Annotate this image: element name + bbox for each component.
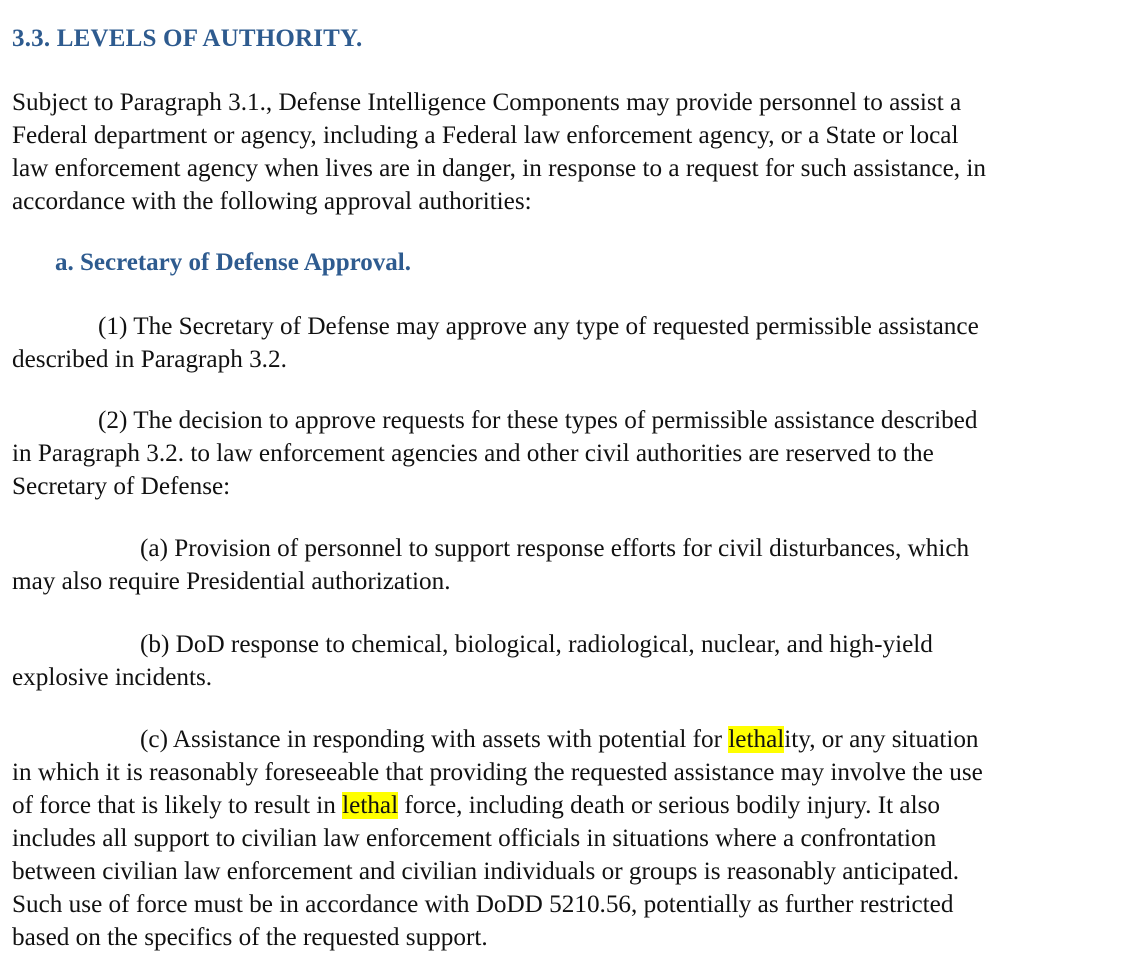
text-segment: ity, or any situation: [784, 726, 979, 753]
text-line: may also require Presidential authorization.: [12, 568, 451, 595]
intro-paragraph: [12, 86, 1124, 218]
item-b-paragraph: [12, 628, 1124, 694]
text-line: described in Paragraph 3.2.: [12, 346, 287, 373]
text-line: Federal department or agency, including a Federal law enforcement agency, or a State or local: [12, 122, 959, 149]
text-segment: (c) Assistance in responding with assets with potential for: [140, 726, 729, 753]
text-line: (2) The decision to approve requests for these types of permissible assistance described: [98, 407, 978, 434]
text-line: [12, 723, 1124, 756]
item-2-paragraph: [12, 404, 1124, 503]
text-line: [12, 789, 1124, 822]
section-heading: 3.3. LEVELS OF AUTHORITY.: [12, 25, 363, 52]
text-line: based on the specifics of the requested support.: [12, 924, 488, 951]
search-highlight: lethal: [728, 726, 785, 753]
text-line: between civilian law enforcement and civilian individuals or groups is reasonably anticipated.: [12, 858, 960, 885]
text-line: includes all support to civilian law enforcement officials in situations where a confrontation: [12, 825, 937, 852]
text-line: in which it is reasonably foreseeable that providing the requested assistance may involve the use: [12, 759, 983, 786]
text-line: explosive incidents.: [12, 664, 213, 691]
text-line: law enforcement agency when lives are in danger, in response to a request for such assistance, in: [12, 155, 986, 182]
item-1-paragraph: [12, 310, 1124, 376]
text-segment: force, including death or serious bodily injury. It also: [398, 792, 940, 819]
text-line: in Paragraph 3.2. to law enforcement agencies and other civil authorities are reserved to the: [12, 440, 934, 467]
subsection-heading: a. Secretary of Defense Approval.: [55, 249, 411, 276]
text-segment: of force that is likely to result in: [12, 792, 343, 819]
text-line: (b) DoD response to chemical, biological, radiological, nuclear, and high-yield: [140, 631, 933, 658]
item-a-paragraph: [12, 532, 1124, 598]
text-line: Subject to Paragraph 3.1., Defense Intelligence Components may provide personnel to assist a: [12, 89, 962, 116]
item-c-paragraph: [12, 723, 1124, 954]
text-line: (a) Provision of personnel to support response efforts for civil disturbances, which: [140, 535, 970, 562]
text-line: Secretary of Defense:: [12, 473, 231, 500]
text-line: accordance with the following approval authorities:: [12, 188, 532, 215]
text-line: Such use of force must be in accordance with DoDD 5210.56, potentially as further restricted: [12, 891, 954, 918]
text-line: (1) The Secretary of Defense may approve any type of requested permissible assistance: [98, 313, 979, 340]
search-highlight: lethal: [342, 792, 399, 819]
